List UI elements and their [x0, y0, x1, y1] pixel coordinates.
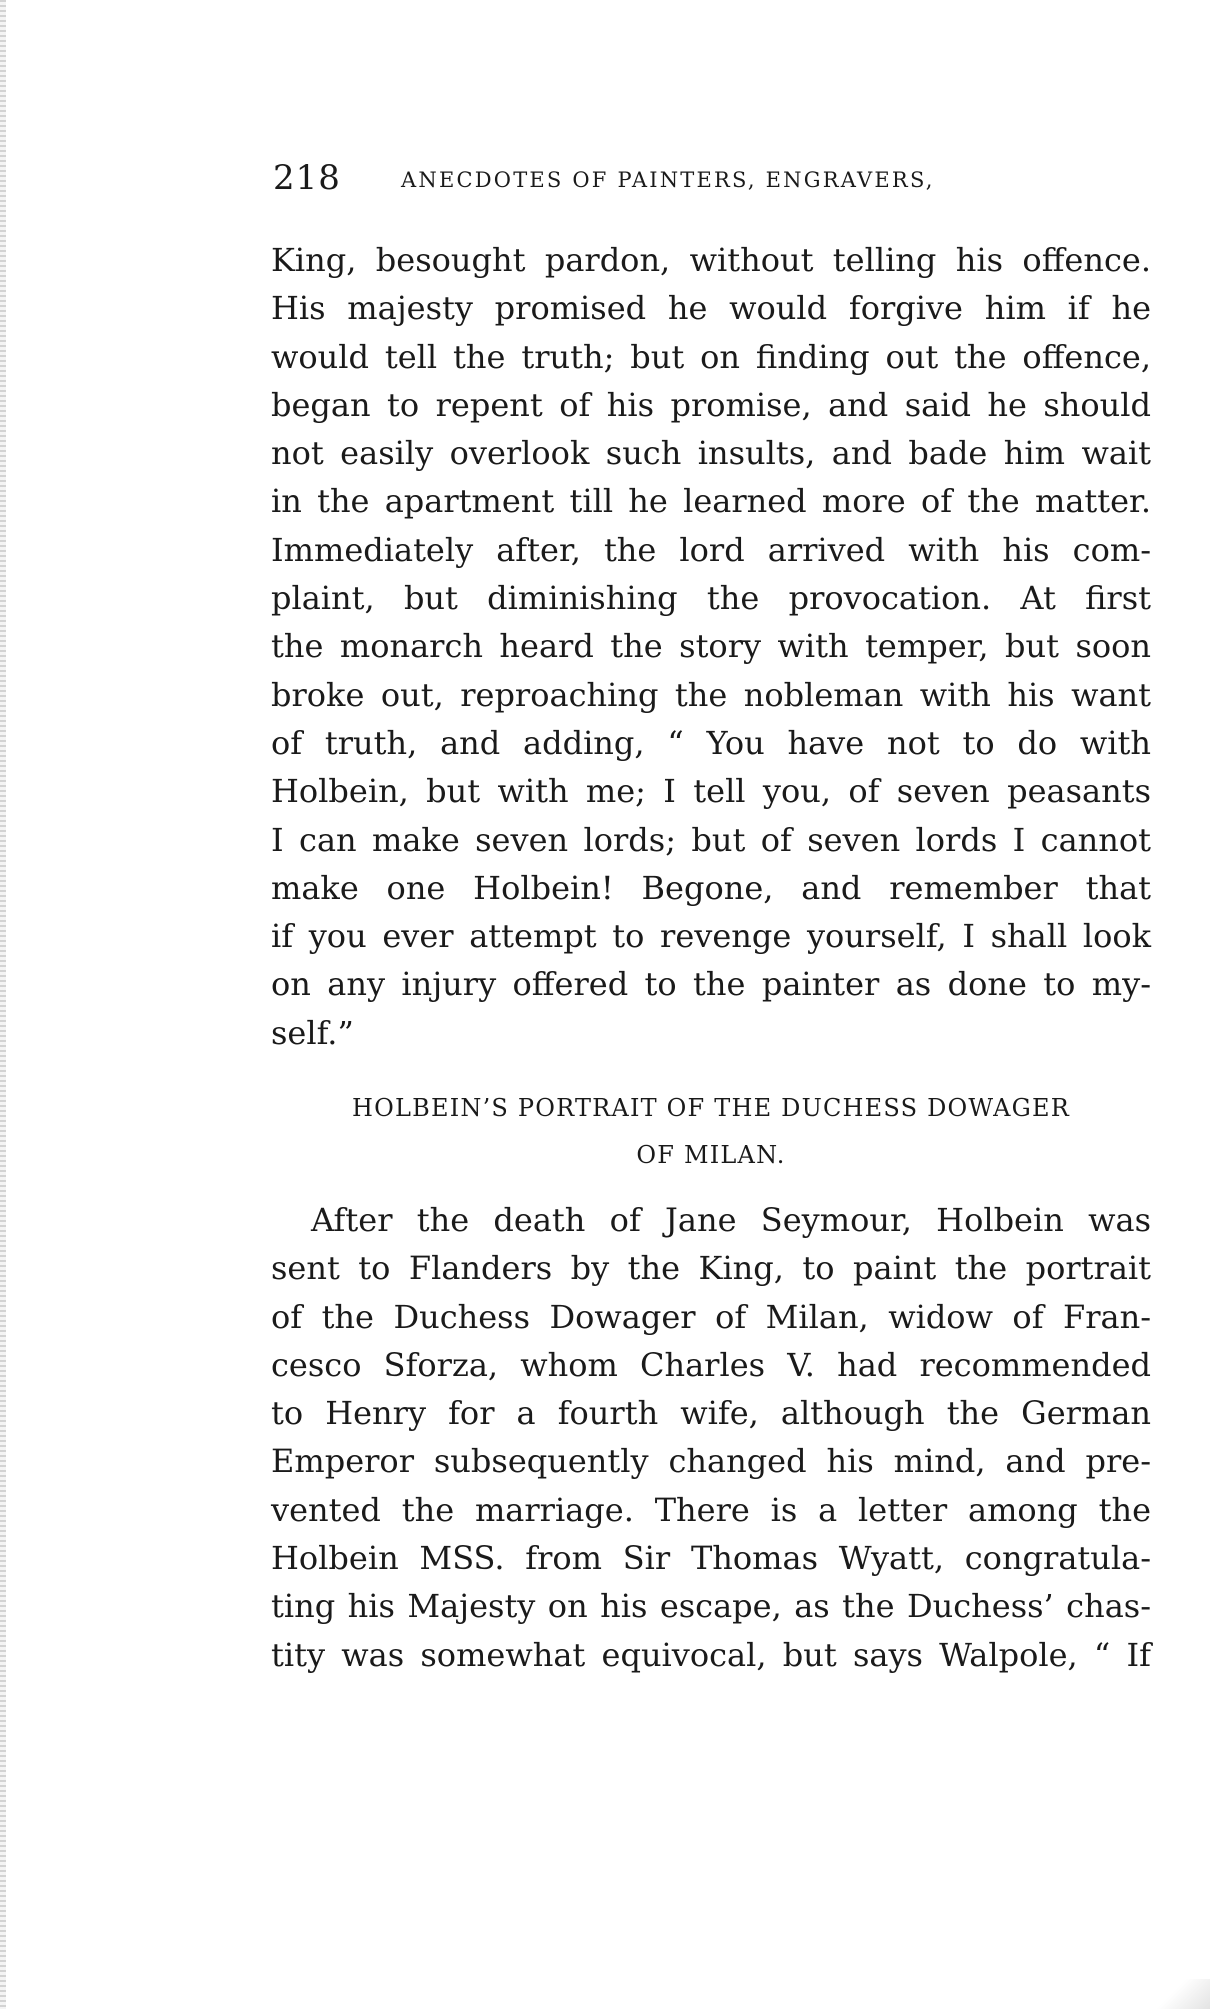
page-number: 218 — [273, 158, 341, 198]
text-line: After the death of Jane Seymour, Holbein was — [311, 1201, 1151, 1239]
text-line: I can make seven lords; but of seven lords I cannot — [271, 820, 1151, 859]
text-line: to Henry for a fourth wife, although the German — [271, 1394, 1151, 1433]
scan-corner — [1150, 1979, 1210, 2009]
text-line: if you ever attempt to revenge yourself, I shall look — [271, 917, 1151, 956]
text-line: of the Duchess Dowager of Milan, widow of Fran- — [271, 1297, 1151, 1336]
paragraph-2 — [271, 1196, 1151, 1679]
text-line: tity was somewhat equivocal, but says Walpole, “ If — [271, 1635, 1151, 1674]
text-line: ting his Majesty on his escape, as the Duchess’ chas- — [271, 1587, 1151, 1626]
paragraph-1 — [271, 236, 1151, 1057]
text-line: cesco Sforza, whom Charles V. had recommended — [271, 1345, 1151, 1384]
text-line: make one Holbein! Begone, and remember that — [271, 868, 1151, 907]
text-line: Holbein, but with me; I tell you, of seven peasants — [271, 772, 1151, 811]
text-line: broke out, reproaching the nobleman with his want — [271, 675, 1151, 714]
text-line: plaint, but diminishing the provocation. At first — [271, 579, 1151, 618]
section-heading-line-2: OF MILAN. — [636, 1141, 786, 1169]
text-line: self.” — [271, 1013, 354, 1052]
text-line: of truth, and adding, “ You have not to do with — [271, 723, 1151, 762]
section-heading-line-1: HOLBEIN’S PORTRAIT OF THE DUCHESS DOWAGER — [352, 1094, 1070, 1122]
running-head: ANECDOTES OF PAINTERS, ENGRAVERS, — [401, 168, 935, 192]
text-line: in the apartment till he learned more of the matter. — [271, 482, 1151, 521]
text-line: vented the marriage. There is a letter among the — [271, 1490, 1151, 1529]
text-line: His majesty promised he would forgive him if he — [271, 289, 1151, 328]
text-line: Emperor subsequently changed his mind, and pre- — [271, 1442, 1151, 1481]
text-line: King, besought pardon, without telling his offence. — [271, 241, 1151, 279]
page-header — [273, 158, 1153, 204]
text-line: sent to Flanders by the King, to paint the portrait — [271, 1249, 1151, 1288]
text-line: not easily overlook such insults, and bade him wait — [271, 434, 1151, 473]
text-line: Immediately after, the lord arrived with his com- — [271, 530, 1151, 569]
text-line: on any injury offered to the painter as done to my- — [271, 965, 1151, 1004]
scan-edge — [0, 0, 6, 2009]
text-line: would tell the truth; but on finding out the offence, — [271, 337, 1151, 376]
text-line: Holbein MSS. from Sir Thomas Wyatt, congratula- — [271, 1539, 1151, 1578]
text-line: the monarch heard the story with temper, but soon — [271, 627, 1151, 666]
text-line: began to repent of his promise, and said he should — [271, 385, 1151, 424]
